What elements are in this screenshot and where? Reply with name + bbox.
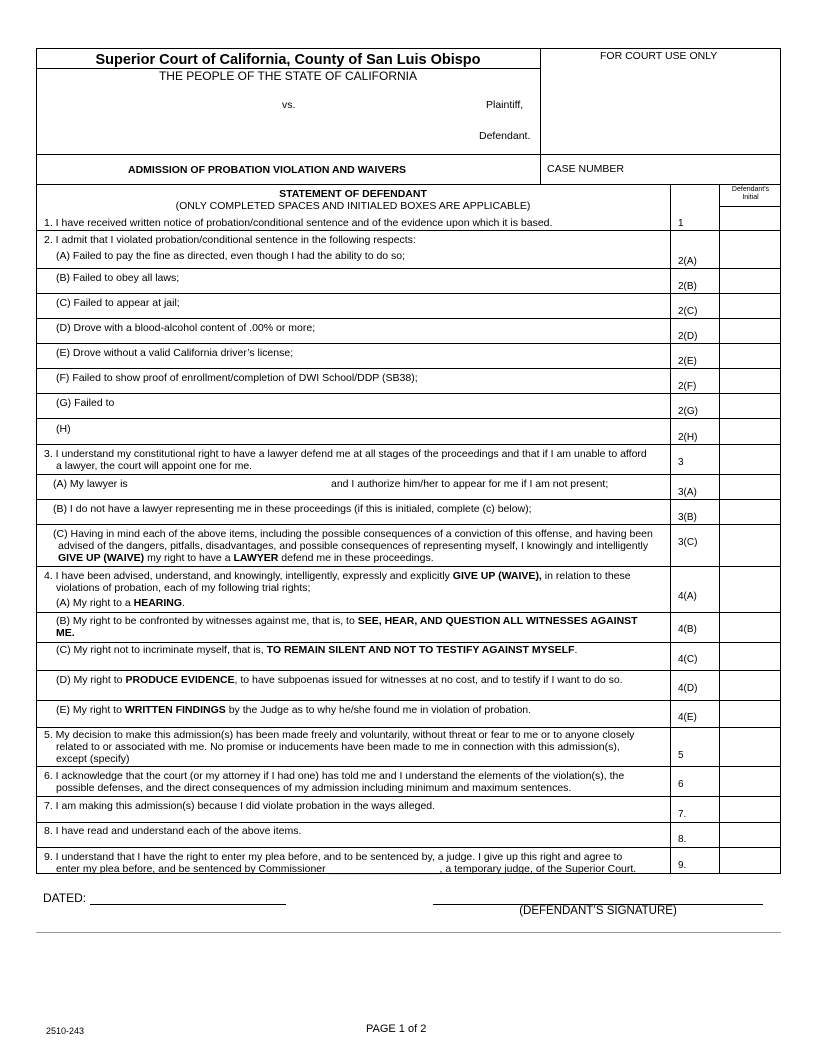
item-2h-number: 2(H) <box>678 432 698 443</box>
court-name: Superior Court of California, County of San Luis Obispo <box>95 52 481 68</box>
item-5-number: 5 <box>678 750 684 761</box>
item-3a-text-1: (A) My lawyer is <box>53 478 128 490</box>
item-4e-text: (E) My right to WRITTEN FINDINGS by the Judge as to why he/she found me in violation of probation. <box>56 704 532 716</box>
people-caption: THE PEOPLE OF THE STATE OF CALIFORNIA <box>158 69 418 83</box>
item-5-text-2: related to or associated with me. No promise or inducements have been made to me in connection with this admission(s), <box>56 741 620 753</box>
vs-label: vs. <box>282 99 296 111</box>
item-9-text-2: enter my plea before, and be sentenced by Commissioner ___________________, a temporary judge, of the Superior Court. <box>56 863 637 875</box>
statement-title: STATEMENT OF DEFENDANT <box>279 188 427 200</box>
item-4b-text-2: ME. <box>56 627 75 639</box>
plaintiff-label: Plaintiff, <box>486 99 524 111</box>
item-2g-number: 2(G) <box>678 406 698 417</box>
item-4e-number: 4(E) <box>678 712 697 723</box>
item-2b-number: 2(B) <box>678 281 697 292</box>
item-4a-number: 4(A) <box>678 591 697 602</box>
dated-line[interactable] <box>90 904 286 905</box>
item-2g-text: (G) Failed to <box>56 397 115 409</box>
item-4c-number: 4(C) <box>678 654 698 665</box>
item-6-text-2: possible defenses, and the direct consequences of my admission including minimum and maximum sentences. <box>56 782 572 794</box>
item-3-number: 3 <box>678 457 684 468</box>
item-7-number: 7. <box>678 809 687 820</box>
item-2c-text: (C) Failed to appear at jail; <box>56 297 180 309</box>
column-line <box>719 184 720 874</box>
statement-subtitle: (ONLY COMPLETED SPACES AND INITIALED BOXES ARE APPLICABLE) <box>175 200 531 212</box>
item-2a-number: 2(A) <box>678 256 697 267</box>
item-3a-number: 3(A) <box>678 487 697 498</box>
item-8-text: 8. I have read and understand each of the above items. <box>44 825 302 837</box>
item-4-text-2: violations of probation, each of my following trial rights; <box>56 582 311 594</box>
item-4a-text: (A) My right to a HEARING. <box>56 597 185 609</box>
item-4b-text-1: (B) My right to be confronted by witnesses against me, that is, to SEE, HEAR, AND QUESTION ALL WITNESSES AGAINST <box>56 615 638 627</box>
item-7-text: 7. I am making this admission(s) because I did violate probation in the ways alleged. <box>44 800 436 812</box>
item-2c-number: 2(C) <box>678 306 698 317</box>
item-2a-text: (A) Failed to pay the fine as directed, even though I had the ability to do so; <box>56 250 406 262</box>
page-number: PAGE 1 of 2 <box>366 1023 427 1035</box>
divider <box>36 154 781 155</box>
item-3b-text: (B) I do not have a lawyer representing me in these proceedings (if this is initialed, complete (c) below); <box>53 503 532 515</box>
item-3c-text-3: GIVE UP (WAIVE) my right to have a LAWYER defend me in these proceedings. <box>58 552 434 564</box>
item-3c-number: 3(C) <box>678 537 698 548</box>
divider <box>719 206 781 207</box>
item-6-number: 6 <box>678 779 684 790</box>
item-2b-text: (B) Failed to obey all laws; <box>56 272 180 284</box>
item-3b-number: 3(B) <box>678 512 697 523</box>
item-3-text-2: a lawyer, the court will appoint one for me. <box>56 460 253 472</box>
item-3c-text-2: advised of the dangers, pitfalls, disadvantages, and possible consequences of representing myself, I knowingly and intelligently <box>58 540 649 552</box>
item-1-text: 1. I have received written notice of probation/conditional sentence and of the evidence upon which it is based. <box>44 217 553 229</box>
item-2f-text: (F) Failed to show proof of enrollment/completion of DWI School/DDP (SB38); <box>56 372 418 384</box>
dated-label: DATED: <box>43 891 87 905</box>
signature-label: (DEFENDANT’S SIGNATURE) <box>519 905 677 917</box>
item-3-text-1: 3. I understand my constitutional right to have a lawyer defend me at all stages of the proceedings and that if I am unable to afford <box>44 448 647 460</box>
item-9-text-1: 9. I understand that I have the right to enter my plea before, and to be sentenced by, a judge. I give up this right and agree to <box>44 851 623 863</box>
item-4c-text: (C) My right not to incriminate myself, that is, TO REMAIN SILENT AND NOT TO TESTIFY AGAINST MYSELF. <box>56 644 578 656</box>
defendant-label: Defendant. <box>479 130 531 142</box>
item-4d-text: (D) My right to PRODUCE EVIDENCE, to have subpoenas issued for witnesses at no cost, and to testify if I want to do so. <box>56 674 623 686</box>
item-2-text: 2. I admit that I violated probation/conditional sentence in the following respects: <box>44 234 416 246</box>
item-4d-number: 4(D) <box>678 683 698 694</box>
item-2d-text: (D) Drove with a blood-alcohol content of .00% or more; <box>56 322 316 334</box>
item-2e-text: (E) Drove without a valid California driver’s license; <box>56 347 294 359</box>
footer-rule <box>36 932 781 933</box>
initial-header-2: Initial <box>742 194 759 201</box>
form-number: 2510-243 <box>46 1026 85 1036</box>
item-1-number: 1 <box>678 218 684 229</box>
item-3c-text-1: (C) Having in mind each of the above items, including the possible consequences of a conviction of this offense, and having been <box>53 528 653 540</box>
item-5-text-1: 5. My decision to make this admission(s) has been made freely and voluntarily, without threat or fear to me or to anyone closely <box>44 729 635 741</box>
form-title: ADMISSION OF PROBATION VIOLATION AND WAIVERS <box>128 164 407 176</box>
case-number-label: CASE NUMBER <box>547 163 625 175</box>
item-4-text-1: 4. I have been advised, understand, and knowingly, intelligently, expressly and explicitly GIVE UP (WAIVE), in relation to these <box>44 570 631 582</box>
divider <box>540 48 541 184</box>
item-5-text-3: except (specify) <box>56 753 130 765</box>
item-8-number: 8. <box>678 834 687 845</box>
item-2e-number: 2(E) <box>678 356 697 367</box>
initial-header-1: Defendant's <box>731 186 770 193</box>
item-2f-number: 2(F) <box>678 381 697 392</box>
item-6-text-1: 6. I acknowledge that the court (or my attorney if I had one) has told me and I understand the elements of the violation(s), the <box>44 770 625 782</box>
court-use-label: FOR COURT USE ONLY <box>600 50 718 62</box>
item-4b-number: 4(B) <box>678 624 697 635</box>
item-2d-number: 2(D) <box>678 331 698 342</box>
item-9-number: 9. <box>678 860 687 871</box>
item-3a-text-2: and I authorize him/her to appear for me if I am not present; <box>331 478 609 490</box>
item-2h-text: (H) <box>56 423 71 435</box>
column-line <box>670 184 671 874</box>
